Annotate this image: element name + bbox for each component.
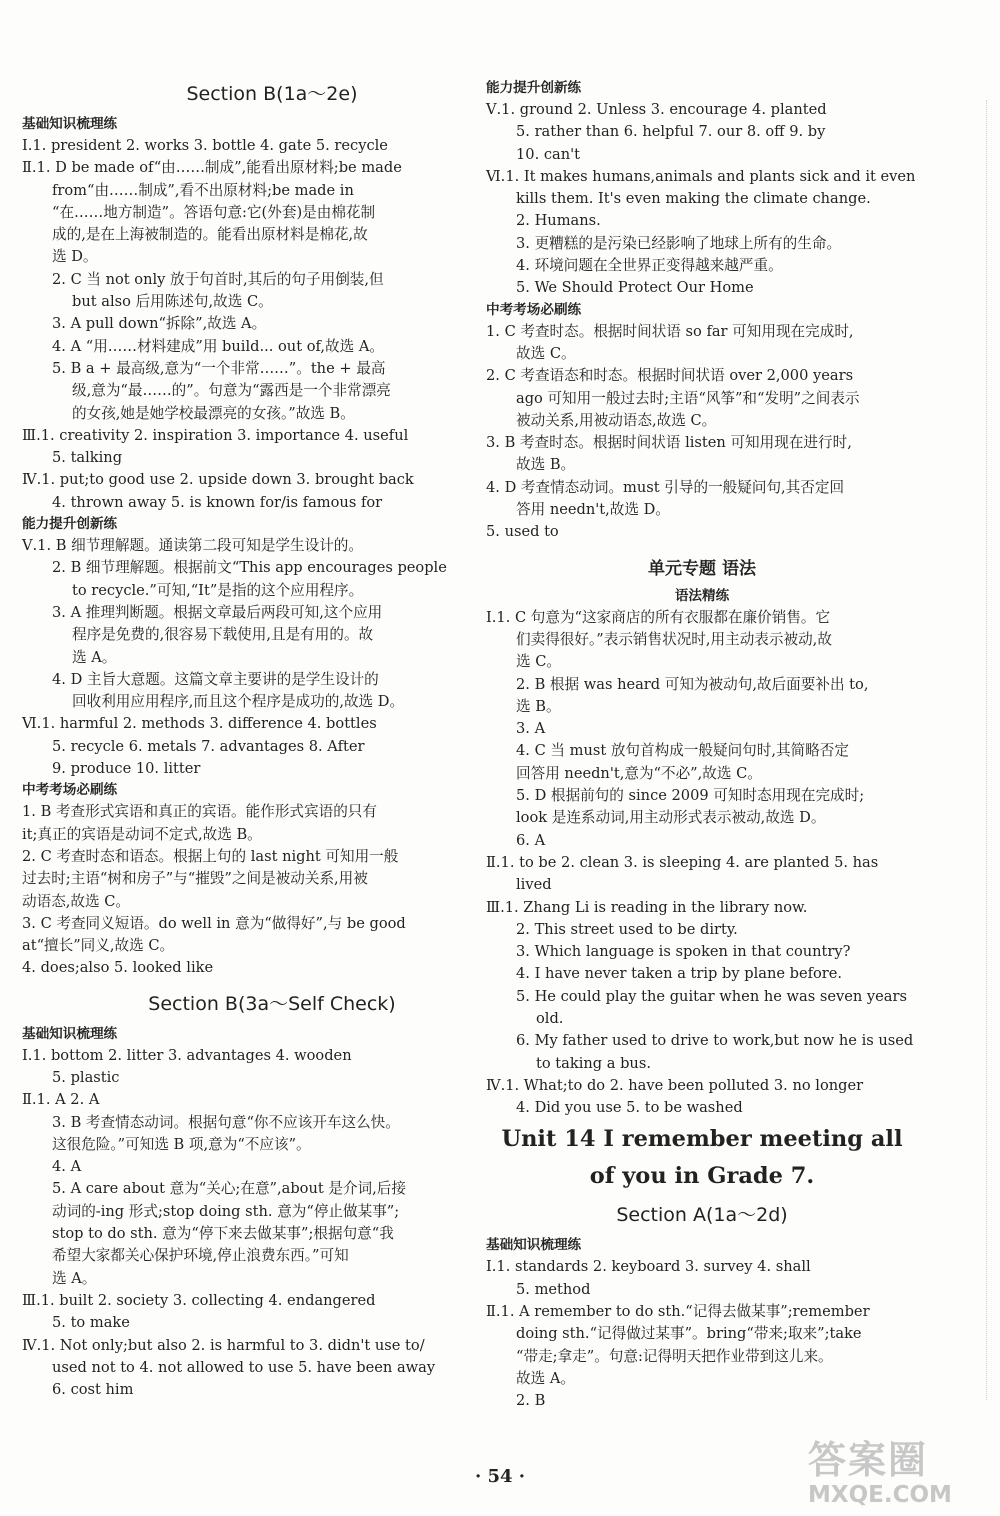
answer-line: used not to 4. not allowed to use 5. have been away (52, 1358, 436, 1376)
answer-line: ago 可知用一般过去时;主语“风筝”和“发明”之间表示 (516, 389, 860, 407)
left-column (22, 78, 462, 1401)
answer-line: 5. We Should Protect Our Home (516, 279, 754, 297)
answer-line: Ⅳ.1. Not only;but also 2. is harmful to 3. didn't use to/ (22, 1336, 425, 1354)
exam-heading: 中考考场必刷练 (486, 301, 582, 318)
answer-line: 2. B 细节理解题。根据前文“This app encourages people (52, 559, 447, 577)
answer-line: “带走;拿走”。句意:记得明天把作业带到这儿来。 (516, 1347, 833, 1365)
answer-line: 4. A (52, 1158, 82, 1176)
answer-line: Ⅵ.1. harmful 2. methods 3. difference 4. bottles (22, 715, 377, 733)
answer-line: 回收利用应用程序,而且这个程序是成功的,故选 D。 (72, 693, 405, 711)
basic-heading: 基础知识梳理练 (22, 116, 118, 132)
answer-line: Ⅰ.1. bottom 2. litter 3. advantages 4. wooden (22, 1046, 352, 1064)
answer-line: 4. does;also 5. looked like (22, 959, 214, 977)
answer-line: 2. Humans. (516, 212, 601, 230)
answer-line: 的女孩,她是她学校最漂亮的女孩。”故选 B。 (72, 404, 355, 422)
answer-line: old. (536, 1009, 564, 1027)
answer-line: 4. C 当 must 放句首构成一般疑问句时,其简略否定 (516, 742, 849, 760)
grammar-heading: 语法精练 (674, 587, 730, 604)
answer-line: 故选 C。 (516, 344, 576, 362)
answer-line: 3. B 考查时态。根据时间状语 listen 可知用现在进行时, (486, 434, 852, 452)
answer-line: Ⅴ.1. B 细节理解题。通读第二段可知是学生设计的。 (22, 537, 363, 555)
answer-line: 5. rather than 6. helpful 7. our 8. off 9. by (516, 123, 826, 141)
answer-line: Ⅱ.1. A remember to do sth.“记得去做某事”;remember (486, 1303, 870, 1321)
answer-line: 3. Which language is spoken in that country? (516, 943, 851, 961)
ability-heading: 能力提升创新练 (486, 80, 582, 96)
answer-line: 希望大家都关心保护环境,停止浪费东西。”可知 (52, 1247, 349, 1265)
watermark-url: MXQE.COM (808, 1482, 952, 1508)
answer-line: 5. recycle 6. metals 7. advantages 8. After (52, 737, 365, 755)
answer-line: from“由……制成”,看不出原材料;be made in (52, 181, 354, 199)
answer-line: 们卖得很好。”表示销售状况时,用主动表示被动,故 (516, 630, 832, 648)
unit-14-title-line-2: of you in Grade 7. (589, 1163, 815, 1190)
answer-line: 5. He could play the guitar when he was seven years (516, 987, 907, 1005)
answer-line: 过去时;主语“树和房子”与“摧毁”之间是被动关系,用被 (22, 870, 368, 888)
answer-line: 5. to make (52, 1314, 130, 1332)
answer-line: kills them. It's even making the climate change. (516, 190, 871, 208)
watermark-text: 答案圈 (808, 1438, 929, 1482)
answer-line: 3. C 考查同义短语。do well in 意为“做得好”,与 be good (22, 914, 406, 932)
answer-line: look 是连系动词,用主动形式表示被动,故选 D。 (516, 809, 826, 827)
answer-line: 回答用 needn't,意为“不必”,故选 C。 (516, 764, 762, 782)
answer-line: 2. C 考查时态和语态。根据上句的 last night 可知用一般 (22, 847, 399, 865)
answer-line: 2. B (516, 1392, 546, 1410)
answer-line: 3. 更糟糕的是污染已经影响了地球上所有的生命。 (516, 234, 842, 252)
answer-line: 1. B 考查形式宾语和真正的宾语。能作形式宾语的只有 (22, 803, 377, 821)
answer-line: 动语态,故选 C。 (22, 892, 131, 910)
answer-line: Ⅳ.1. put;to good use 2. upside down 3. brought back (22, 471, 414, 489)
answer-line: 成的,是在上海被制造的。能看出原材料是棉花,故 (52, 226, 368, 244)
unit-14-title-line-1: Unit 14 I remember meeting all (501, 1126, 903, 1153)
answer-line: 1. C 考查时态。根据时间状语 so far 可知用现在完成时, (486, 322, 854, 340)
answer-line: Ⅰ.1. president 2. works 3. bottle 4. gate 5. recycle (22, 137, 388, 154)
watermark-logo (808, 1438, 988, 1514)
answer-line: to taking a bus. (536, 1054, 651, 1072)
section-b-3a-self-check-title: Section B(3a～Self Check) (148, 992, 396, 1015)
answer-line: 选 D。 (52, 248, 98, 266)
answer-line: 4. thrown away 5. is known for/is famous for (52, 493, 383, 511)
answer-line: 程序是免费的,很容易下载使用,且是有用的。故 (72, 626, 374, 644)
answer-line: Ⅵ.1. It makes humans,animals and plants sick and it even (486, 167, 916, 185)
answer-line: Ⅴ.1. ground 2. Unless 3. encourage 4. planted (486, 101, 827, 118)
answer-line: doing sth.“记得做过某事”。bring“带来;取来”;take (516, 1325, 862, 1343)
answer-line: 9. produce 10. litter (52, 760, 201, 778)
ability-heading: 能力提升创新练 (22, 516, 118, 533)
answer-line: but also 后用陈述句,故选 C。 (72, 293, 273, 311)
answer-line: 2. C 当 not only 放于句首时,其后的句子用倒装,但 (52, 270, 384, 288)
answer-line: Ⅲ.1. Zhang Li is reading in the library now. (486, 898, 808, 916)
answer-line: to recycle.”可知,“It”是指的这个应用程序。 (72, 581, 364, 599)
answer-line: 3. B 考查情态动词。根据句意“你不应该开车这么快。 (52, 1113, 400, 1131)
answer-line: 级,意为“最……的”。句意为“露西是一个非常漂亮 (72, 382, 391, 400)
answer-line: 5. B a + 最高级,意为“一个非常……”。the + 最高 (52, 359, 386, 377)
answer-line: 3. A (516, 720, 546, 738)
answer-line: 故选 A。 (516, 1369, 575, 1387)
answer-line: 6. My father used to drive to work,but now he is used (516, 1032, 914, 1050)
answer-line: 6. cost him (52, 1381, 134, 1399)
answer-line: 5. D 根据前句的 since 2009 可知时态用现在完成时; (516, 787, 865, 805)
answer-line: 动词的-ing 形式;stop doing sth. 意为“停止做某事”; (52, 1202, 400, 1220)
answer-line: 答用 needn't,故选 D。 (516, 501, 670, 519)
answer-line: 4. A “用……材料建成”用 build... out of,故选 A。 (52, 337, 384, 355)
answer-line: 5. method (516, 1280, 591, 1298)
answer-line: 3. A pull down“拆除”,故选 A。 (52, 315, 267, 333)
answer-line: Ⅲ.1. creativity 2. inspiration 3. importance 4. useful (22, 426, 409, 444)
section-b-1a-2e-title: Section B(1a～2e) (186, 83, 358, 105)
basic-heading: 基础知识梳理练 (486, 1237, 582, 1254)
answer-line: 6. A (516, 831, 546, 849)
answer-line: it;真正的宾语是动词不定式,故选 B。 (22, 825, 262, 843)
answer-line: 4. Did you use 5. to be washed (516, 1099, 743, 1117)
answer-line: 10. can't (516, 145, 580, 163)
answer-line: Ⅰ.1. standards 2. keyboard 3. survey 4. shall (486, 1258, 811, 1276)
answer-line: 选 A。 (72, 648, 117, 666)
answer-line: 故选 B。 (516, 456, 576, 474)
answer-line: Ⅱ.1. D be made of“由……制成”,能看出原材料;be made (22, 159, 402, 177)
answer-line: Ⅱ.1. A 2. A (22, 1091, 100, 1109)
answer-line: 选 B。 (516, 697, 561, 715)
answer-line: 2. B 根据 was heard 可知为被动句,故后面要补出 to, (516, 675, 869, 693)
unit-topic-grammar-title: 单元专题 语法 (648, 558, 756, 579)
answer-line: Ⅳ.1. What;to do 2. have been polluted 3. no longer (486, 1076, 864, 1094)
page-number: · 54 · (474, 1466, 526, 1487)
answer-line: 选 C。 (516, 653, 561, 671)
answer-line: “在……地方制造”。答语句意:它(外套)是由棉花制 (52, 203, 376, 221)
answer-line: 选 A。 (52, 1269, 97, 1287)
answer-line: Ⅲ.1. built 2. society 3. collecting 4. endangered (22, 1291, 376, 1309)
right-column (486, 78, 918, 1413)
answer-line: stop to do sth. 意为“停下来去做某事”;根据句意“我 (52, 1225, 394, 1243)
basic-heading: 基础知识梳理练 (22, 1025, 118, 1042)
answer-line: Ⅱ.1. to be 2. clean 3. is sleeping 4. are planted 5. has (486, 853, 879, 871)
answer-line: 被动关系,用被动语态,故选 C。 (516, 411, 717, 429)
answer-line: lived (516, 876, 552, 894)
answer-line: 4. 环境问题在全世界正变得越来越严重。 (516, 257, 783, 275)
answer-line: 2. This street used to be dirty. (516, 920, 738, 938)
answer-line: 4. D 主旨大意题。这篇文章主要讲的是学生设计的 (52, 670, 379, 688)
answer-line: 2. C 考查语态和时态。根据时间状语 over 2,000 years (486, 367, 854, 385)
answer-line: 5. used to (486, 523, 559, 541)
section-a-1a-2d-title: Section A(1a～2d) (616, 1204, 788, 1227)
answer-line: 这很危险。”可知选 B 项,意为“不应该”。 (52, 1135, 311, 1153)
answer-line: 5. plastic (52, 1068, 120, 1086)
answer-line: 5. talking (52, 449, 123, 467)
answer-line: at“擅长”同义,故选 C。 (22, 937, 175, 955)
answer-line: Ⅰ.1. C 句意为“这家商店的所有衣服都在廉价销售。它 (486, 608, 831, 626)
answer-line: 5. A care about 意为“关心;在意”,about 是介词,后接 (52, 1180, 406, 1198)
answer-line: 4. I have never taken a trip by plane before. (516, 965, 843, 983)
page-edge-line (986, 100, 988, 1400)
exam-heading: 中考考场必刷练 (22, 782, 118, 799)
answer-line: 3. A 推理判断题。根据文章最后两段可知,这个应用 (52, 603, 383, 621)
answer-line: 4. D 考查情态动词。must 引导的一般疑问句,其否定回 (486, 478, 845, 496)
